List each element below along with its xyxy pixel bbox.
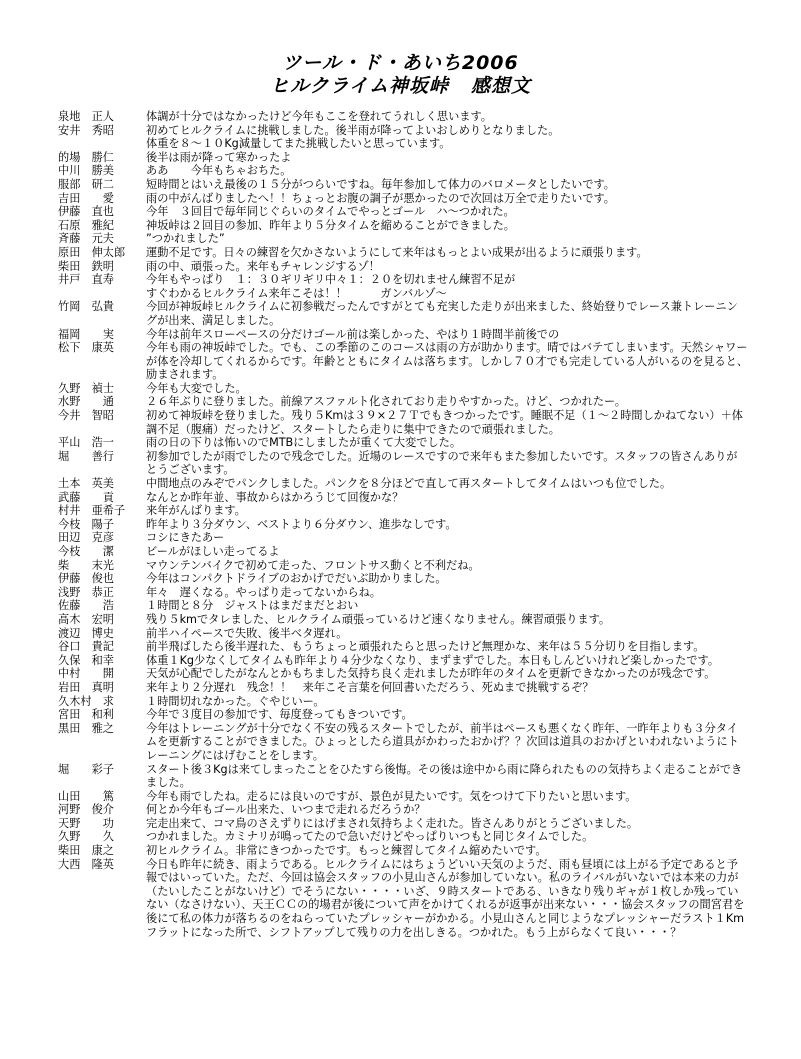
comment-entry — [58, 559, 748, 573]
participant-comment: 体重１Kg少なくしてタイムも昨年より４分少なくなり、まずまずでした。本日もしんどいけれど楽しかったです。 — [146, 653, 720, 667]
comment-entry — [58, 640, 748, 654]
participant-name: 中川 勝美 — [58, 164, 114, 178]
comment-entry — [58, 667, 748, 681]
comment-entry — [58, 341, 748, 382]
participant-comment: 来年より２分遅れ 残念！！ 来年こそ言葉を何回書いただろう、死ぬまで挑戦するぞ？ — [146, 680, 594, 694]
participant-name: 竹岡 弘貴 — [58, 300, 114, 314]
comment-entry — [58, 477, 748, 491]
comment-list — [58, 110, 748, 939]
comment-entry — [58, 708, 748, 722]
participant-name: 平山 浩一 — [58, 436, 114, 450]
comment-entry — [58, 545, 748, 559]
participant-name: 柴田 康之 — [58, 844, 114, 858]
participant-comment: 前半飛ばしたら後半遅れた、もうちょっと頑張れたらと思ったけど無理かな、来年は５５分切りを目指します。 — [146, 640, 705, 654]
comment-entry — [58, 830, 748, 844]
participant-name: 今井 智昭 — [58, 409, 114, 423]
participant-name: 伊藤 直也 — [58, 205, 114, 219]
participant-name: 堀 彩子 — [58, 762, 114, 776]
participant-name: 久木村 求 — [58, 694, 114, 708]
participant-name: 黒田 雅之 — [58, 721, 114, 735]
participant-comment: 今年も雨でしたね。走るには良いのですが、景色が見たいです。気をつけて下りたいと思います。 — [146, 789, 637, 803]
participant-comment: 今年はトレーニングが十分でなく不安の残るスタートでしたが、前半はペースも悪くなく昨年、一昨年よりも３分タイムを更新することができました。ひょっとしたら道具がかわったおかげ？？次回は道具のおかげといわれないようにトレーニングにはげむことをします。 — [146, 721, 739, 762]
comment-entry — [58, 395, 748, 409]
participant-name: 田辺 克彦 — [58, 531, 114, 545]
participant-comment: 前半ハイペースで失敗、後半ベタ遅れ。 — [146, 626, 348, 640]
participant-name: 武藤 貢 — [58, 490, 114, 504]
comment-entry — [58, 273, 748, 300]
participant-comment: 年々 遅くなる。やっぱり走ってないからね。 — [146, 585, 381, 599]
event-subtitle — [0, 75, 801, 98]
comment-entry — [58, 627, 748, 641]
participant-comment: 今日も昨年に続き、雨ようである。ヒルクライムにはちょうどいい天気のようだ、雨も昼頃には上がる予定であると予報ではいっていた。ただ、今回は協会スタッフの小見山さんが参加していない。私のライバルがいないでは本来の力が（たいしたことがないけど）でそうにない・・・・いざ、９時スタートである、いきなり残りギャが１枚しか残っていない（なさけない）、天王ＣＣの的場君が後について声をかけてくれるが返事が出来ない・・・協会スタッフの間宮君を後にて私の体力が落ちるのをねらっていたプレッシャーがかかる。小見山さんと同じようなプレッシャーだラスト１Kmフラットになった所で、シフトアップして残りの力を出しきる。つかれた。もう上がらなくて良い・・・？ — [146, 857, 745, 939]
participant-name: 今枝 陽子 — [58, 517, 114, 531]
course-name: ヒルクライム神坂峠 — [269, 75, 450, 97]
participant-comment: 今年は前年スローペースの分だけゴール前は楽しかった、やはり１時間半前後での — [146, 327, 560, 341]
comment-entry — [58, 844, 748, 858]
comment-entry — [58, 151, 748, 165]
participant-comment: 今年で３度目の参加です、毎度登ってもきついです。 — [146, 708, 413, 722]
comment-entry — [58, 858, 748, 940]
participant-comment: 運動不足です。日々の練習を欠かさないようにして来年はもっとよい成果が出るように頑張ります。 — [146, 245, 648, 259]
comment-entry — [58, 300, 748, 327]
comment-entry — [58, 232, 748, 246]
comment-entry — [58, 205, 748, 219]
participant-name: 服部 研二 — [58, 177, 114, 191]
participant-comment: 雨の中、頑張った。来年もチャレンジするゾ！ — [146, 259, 380, 273]
comment-entry — [58, 599, 748, 613]
participant-comment: なんとか昨年並、事故からはかろうじて回復かな？ — [146, 490, 404, 504]
participant-name: 浅野 恭正 — [58, 585, 114, 599]
participant-comment: 雨の日の下りは怖いのでMTBにしましたが重くて大変でした。 — [146, 436, 462, 450]
comment-entry — [58, 436, 748, 450]
participant-comment: 今年もやっぱり １：３０ギリギリ中々１：２０を切れません練習不足が すぐわかるヒルクライム来年こそは！！ ガンバルゾ～ — [146, 273, 516, 300]
participant-name: 佐藤 浩 — [58, 599, 114, 613]
participant-name: 村井 亜希子 — [58, 504, 126, 518]
participant-name: 土本 英美 — [58, 477, 114, 491]
comment-entry — [58, 790, 748, 804]
comment-entry — [58, 518, 748, 532]
comment-entry — [58, 110, 748, 124]
participant-comment: 今年 ３回目で毎年同じぐらいのタイムでやっとゴール ハ～つかれた。 — [146, 205, 515, 219]
comment-entry — [58, 246, 748, 260]
participant-name: 伊藤 俊也 — [58, 572, 114, 586]
comment-entry — [58, 572, 748, 586]
participant-name: 久保 和幸 — [58, 653, 114, 667]
participant-comment: １時間切れなかった。ぐやじいー。 — [146, 694, 325, 708]
comment-entry — [58, 409, 748, 436]
comment-entry — [58, 491, 748, 505]
participant-comment: ビールがほしい走ってるよ — [146, 545, 280, 558]
comment-entry — [58, 654, 748, 668]
comment-entry — [58, 328, 748, 342]
participant-comment: 完走出来て、コマ鳥のさえずりにはげまされ気持ちよく走れた。皆さんありがとうございました。 — [146, 816, 639, 830]
comment-entry — [58, 586, 748, 600]
participant-comment: 初ヒルクライム。非常にきつかったです。もっと練習してタイム縮めたいです。 — [146, 844, 547, 858]
participant-name: 大西 隆英 — [58, 857, 114, 871]
participant-name: 泉地 正人 — [58, 110, 114, 123]
participant-name: 山田 篤 — [58, 789, 114, 803]
participant-name: 吉田 愛 — [58, 191, 114, 205]
participant-comment: 残り５kmでタレました、ヒルクライム頑張っているけど速くなりません。練習頑張ります。 — [146, 612, 611, 626]
participant-comment: 何とか今年もゴール出来た、いつまで走れるだろうか？ — [146, 803, 426, 817]
participant-name: 斉藤 元夫 — [58, 232, 114, 246]
participant-comment: 今年も雨の神坂峠でした。でも、この季節のこのコースは雨の方が助かります。晴ではバテてしまいます。天然シャワーが体を冷却してくれるからです。年齢とともにタイムは落ちます。しかし７０才でも完走している人がいるのを見ると、励まされます。 — [146, 341, 749, 382]
participant-comment: ”つかれました” — [146, 232, 225, 246]
participant-comment: 来年がんばります。 — [146, 504, 246, 518]
participant-name: 宮田 和利 — [58, 708, 114, 722]
participant-name: 安井 秀昭 — [58, 123, 114, 137]
participant-comment: ああ 今年もちゃおちた。 — [146, 164, 292, 178]
participant-comment: 今年も大変でした。 — [146, 381, 247, 395]
participant-comment: ２６年ぶりに登りました。前線アスファルト化されており走りやすかった。けど、つかれたー。 — [146, 395, 626, 409]
participant-comment: １時間と８分 ジャストはまだまだとおい — [146, 599, 359, 613]
comment-entry — [58, 504, 748, 518]
comment-entry — [58, 450, 748, 477]
document-title — [0, 52, 801, 98]
participant-name: 久野 禎士 — [58, 381, 114, 395]
participant-comment: 後半は雨が降って寒かったよ — [146, 150, 292, 164]
participant-comment: 初めてヒルクライムに挑戦しました。後半雨が降ってよいおしめりとなりました。 体重を８～１０Kg減量してまた挑戦したいと思っています。 — [146, 123, 560, 151]
participant-name: 河野 俊介 — [58, 803, 114, 817]
participant-comment: 神坂峠は２回目の参加、昨年より５分タイムを縮めることができました。 — [146, 218, 515, 232]
participant-comment: 天気が心配でしたがなんとかもちました気持ち良く走れましたが昨年のタイムを更新できなかったのが残念です。 — [146, 667, 716, 681]
participant-name: 柴田 鉄明 — [58, 259, 114, 273]
participant-name: 天野 功 — [58, 816, 114, 830]
participant-name: 的場 勝仁 — [58, 150, 114, 164]
participant-name: 渡辺 博史 — [58, 626, 114, 640]
participant-name: 高木 宏明 — [58, 612, 114, 626]
comment-entry — [58, 164, 748, 178]
participant-comment: 中間地点のみぞでパンクしました。パンクを８分ほどで直して再スタートしてタイムはいつも位でした。 — [146, 477, 672, 491]
participant-comment: 短時間とはいえ最後の１５分がつらいですね。毎年参加して体力のバロメータとしたいです。 — [146, 177, 615, 191]
comment-entry — [58, 681, 748, 695]
participant-name: 福岡 実 — [58, 327, 114, 341]
comment-entry — [58, 192, 748, 206]
participant-name: 中村 開 — [58, 667, 114, 681]
participant-comment: 今回が神坂峠ヒルクライムに初参戦だったんですがとても充実した走りが出来ました、終始登りでレース兼トレーニングが出来、満足しました。 — [146, 300, 738, 327]
participant-comment: つかれました。カミナリが鳴ってたので急いだけどやっぱりいつもと同じタイムでした。 — [146, 830, 594, 844]
participant-name: 原田 伸太郎 — [58, 245, 126, 259]
comment-entry — [58, 695, 748, 709]
comment-entry — [58, 382, 748, 396]
participant-name: 石原 雅紀 — [58, 218, 114, 232]
participant-name: 松下 康英 — [58, 341, 114, 355]
participant-name: 水野 通 — [58, 395, 114, 409]
comment-entry — [58, 531, 748, 545]
comment-entry — [58, 803, 748, 817]
comment-entry — [58, 722, 748, 763]
participant-name: 今枝 潔 — [58, 545, 114, 558]
event-title: ツール・ド・あいち2006 — [282, 52, 519, 74]
comment-entry — [58, 613, 748, 627]
comment-entry — [58, 260, 748, 274]
participant-comment: スタート後３Kgは来てしまったことをひたすら後悔。その後は途中から雨に降られたものの気持ちよく走ることができました。 — [146, 762, 743, 790]
participant-comment: コシにきたあー — [146, 531, 225, 545]
participant-comment: 初めて神坂峠を登りました。残り５Kmは３９×２７Ｔでもきつかったです。睡眠不足（１～２時間しかねてない）＋体調不足（腹痛）だったけど、スタートしたら走りに集中できたので頑張れました。 — [146, 409, 743, 436]
participant-name: 久野 久 — [58, 830, 114, 844]
participant-comment: 初参加でしたが雨でしたので残念でした。近場のレースですので来年もまた参加したいです。スタッフの皆さんありがとうございます。 — [146, 449, 738, 477]
comment-entry — [58, 763, 748, 790]
participant-name: 谷口 貴記 — [58, 640, 114, 654]
participant-comment: マウンテンバイクで初めて走った、フロントサス動くと不利だね。 — [146, 558, 480, 572]
participant-name: 柴 末光 — [58, 558, 114, 572]
comment-entry — [58, 219, 748, 233]
participant-comment: 今年はコンパクトドライブのおかげでだいぶ助かりました。 — [146, 572, 447, 586]
participant-name: 井戸 直寿 — [58, 273, 114, 287]
participant-comment: 体調が十分ではなかったけど今年もここを登れてうれしく思います。 — [146, 110, 492, 123]
comment-entry — [58, 817, 748, 831]
comment-entry — [58, 124, 748, 151]
essay-label: 感想文 — [471, 75, 532, 97]
participant-name: 堀 善行 — [58, 449, 114, 463]
participant-comment: 雨の中がんばりましたへ！！ちょっとお腹の調子が悪かったので次回は万全で走りたいです。 — [146, 191, 615, 205]
participant-comment: 昨年より３分ダウン、ベストより６分ダウン、進歩なしです。 — [146, 517, 457, 531]
comment-entry — [58, 178, 748, 192]
participant-name: 岩田 真明 — [58, 680, 114, 694]
